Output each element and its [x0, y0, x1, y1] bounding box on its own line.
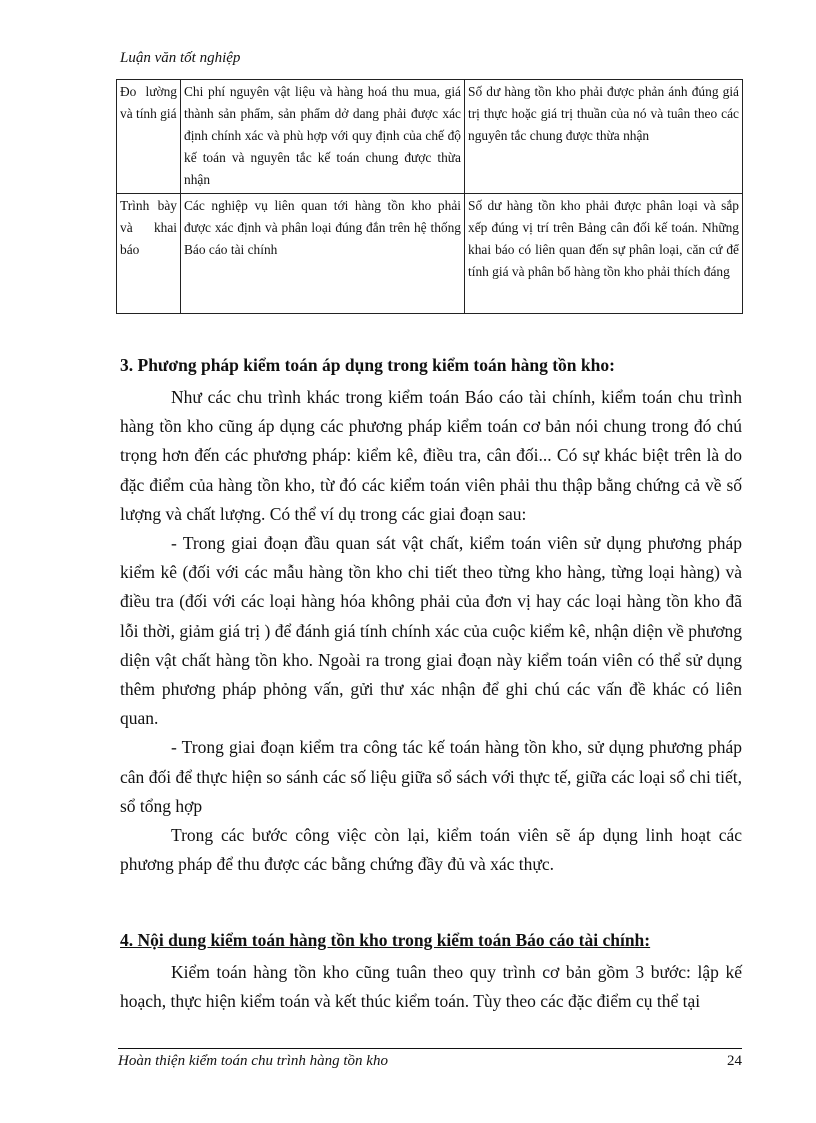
running-footer: Hoàn thiện kiểm toán chu trình hàng tồn kho — [118, 1053, 388, 1069]
paragraph: Trong các bước công việc còn lại, kiểm toán viên sẽ áp dụng linh hoạt các phương pháp để thu được các bằng chứng đầy đủ và xác thực. — [120, 825, 742, 875]
objective-cell: Số dư hàng tồn kho phải được phản ánh đúng giá trị thực hoặc giá trị thuần của nó và tuân theo các nguyên tắc chung được thừa nhận — [465, 80, 743, 194]
running-header: Luận văn tốt nghiệp — [120, 50, 241, 66]
objective-cell: Số dư hàng tồn kho phải được phân loại và sắp xếp đúng vị trí trên Bảng cân đối kế toán. Những khai báo có liên quan đến sự phân loại, căn cứ để tính giá và phân bổ hàng tồn kho phải thích đáng — [465, 194, 743, 314]
section-heading: 4. Nội dung kiểm toán hàng tồn kho trong kiểm toán Báo cáo tài chính: — [120, 930, 651, 950]
paragraph: - Trong giai đoạn đầu quan sát vật chất, kiểm toán viên sử dụng phương pháp kiểm kê (đối với các mẫu hàng tồn kho chi tiết theo từng kho hàng, từng loại hàng) và điều tra (đối với các loại hàng hóa không phải của đơn vị hay các loại hàng tồn kho đã lỗi thời, giảm giá trị ) để đánh giá tính chính xác của cuộc kiểm kê, nhận diện về phương diện vật chất hàng tồn kho. Ngoài ra trong giai đoạn này kiểm toán viên có thể sử dụng thêm phương pháp phỏng vấn, gửi thư xác nhận để ghi chú các vấn đề khác có liên quan. — [120, 533, 742, 729]
paragraph: Kiểm toán hàng tồn kho cũng tuân theo quy trình cơ bản gồm 3 bước: lập kế hoạch, thực hiện kiểm toán và kết thúc kiểm toán. Tùy theo các đặc điểm cụ thể tại — [120, 962, 742, 1012]
page-number: 24 — [727, 1053, 742, 1069]
section-body — [120, 383, 742, 879]
description-cell: Chi phí nguyên vật liệu và hàng hoá thu mua, giá thành sản phẩm, sản phẩm dở dang phải được xác định chính xác và phù hợp với quy định của chế độ kế toán và nguyên tắc kế toán chung được thừa nhận — [181, 80, 465, 194]
table-row — [117, 80, 743, 194]
audit-objectives-table — [116, 79, 743, 314]
table-row — [117, 194, 743, 314]
footer-divider — [118, 1048, 742, 1049]
criterion-cell: Đo lường và tính giá — [117, 80, 181, 194]
paragraph: - Trong giai đoạn kiểm tra công tác kế toán hàng tồn kho, sử dụng phương pháp cân đối để thực hiện so sánh các số liệu giữa sổ sách với thực tế, giữa các loại sổ chi tiết, sổ tổng hợp — [120, 737, 742, 816]
section-body — [120, 958, 742, 1016]
description-cell: Các nghiệp vụ liên quan tới hàng tồn kho phải được xác định và phân loại đúng đắn trên hệ thống Báo cáo tài chính — [181, 194, 465, 314]
paragraph: Như các chu trình khác trong kiểm toán Báo cáo tài chính, kiểm toán chu trình hàng tồn kho cũng áp dụng các phương pháp kiểm toán cơ bản nói chung trong đó chú trọng hơn đến các phương pháp: kiểm kê, điều tra, cân đối... Có sự khác biệt trên là do đặc điểm của hàng tồn kho, từ đó các kiểm toán viên phải thu thập bằng chứng cả về số lượng và chất lượng. Có thể ví dụ trong các giai đoạn sau: — [120, 387, 742, 524]
section-heading: 3. Phương pháp kiểm toán áp dụng trong kiểm toán hàng tồn kho: — [120, 355, 615, 375]
criterion-cell: Trình bày và khai báo — [117, 194, 181, 314]
